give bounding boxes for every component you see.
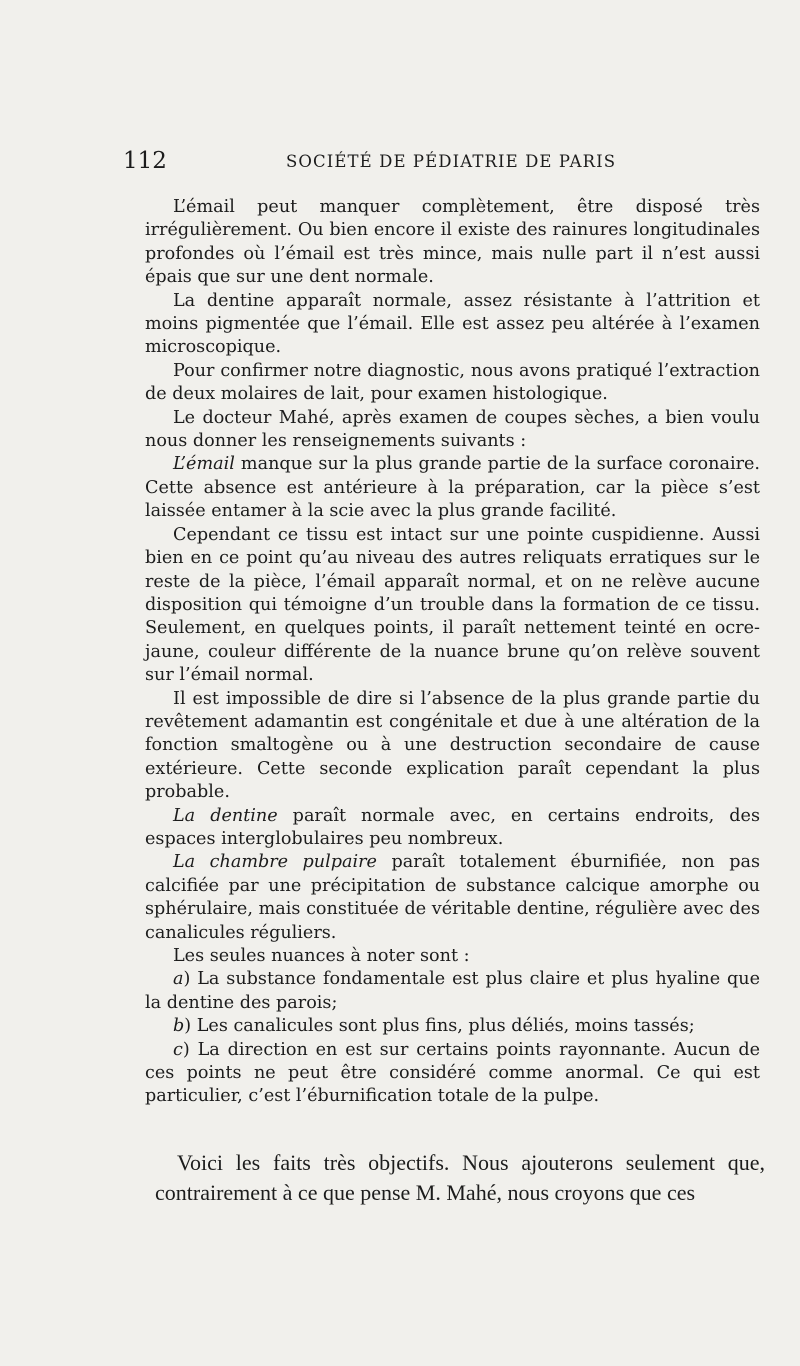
list-item: b) Les canalicules sont plus fins, plus déliés, moins tassés; [173, 1016, 695, 1037]
list-item: c) La direction en est sur certains points rayonnante. Aucun de ces points ne peut être considéré comme anormal. Ce qui est particulier, c’est l’éburnification totale de la pulpe. [145, 1039, 760, 1107]
running-title: SOCIÉTÉ DE PÉDIATRIE DE PARIS [286, 152, 617, 171]
paragraph: Les seules nuances à noter sont : [173, 946, 470, 966]
closing-text [155, 1148, 765, 1208]
paragraph: La dentine paraît normale avec, en certains endroits, des espaces interglobulaires peu nombreux. [145, 805, 761, 849]
page-number: 112 [123, 148, 167, 174]
paragraph: La chambre pulpaire paraît totalement éburnifiée, non pas calcifiée par une précipitation de substance calcique amorphe ou sphérulaire, mais constituée de véritable dentine, régulière avec des canalicules réguliers. [145, 852, 760, 943]
italic-lead: L’émail [173, 454, 235, 475]
list-marker: b [173, 1016, 185, 1037]
paragraph: Cependant ce tissu est intact sur une pointe cuspidienne. Aussi bien en ce point qu’au niveau des autres reliquats erratiques sur le reste de la pièce, l’émail apparaît normal, et on ne relève aucune disposition qui témoigne d’un trouble dans la formation de ce tissu. Seulement, en quelques points, il paraît nettement teinté en ocre-jaune, couleur différente de la nuance brune qu’on relève souvent sur l’émail normal. [145, 524, 760, 686]
paragraph: L’émail peut manquer complètement, être disposé très irrégulièrement. Ou bien encore il existe des rainures longitudinales profondes où l’émail est très mince, mais nulle part il n’est aussi épais que sur une dent normale. [145, 197, 760, 288]
list-item: a) La substance fondamentale est plus claire et plus hyaline que la dentine des parois; [145, 969, 760, 1013]
list-marker: a [173, 969, 184, 990]
paragraph: L’émail manque sur la plus grande partie de la surface coronaire. Cette absence est antérieure à la préparation, car la pièce s’est laissée entamer à la scie avec la plus grande facilité. [145, 454, 760, 522]
italic-lead: La dentine [173, 805, 278, 826]
paragraph: La dentine apparaît normale, assez résistante à l’attrition et moins pigmentée que l’émail. Elle est assez peu altérée à l’examen microscopique. [145, 290, 760, 358]
paragraph: Pour confirmer notre diagnostic, nous avons pratiqué l’extraction de deux molaires de lait, pour examen histologique. [145, 360, 760, 405]
paragraph: Il est impossible de dire si l’absence de la plus grande partie du revêtement adamantin est congénitale et due à une altération de la fonction smaltogène ou à une destruction secondaire de cause extérieure. Cette seconde explication paraît cependant la plus probable. [145, 688, 760, 803]
italic-lead: La chambre pulpaire [173, 852, 377, 873]
page-header [123, 148, 763, 180]
paragraph: Voici les faits très objectifs. Nous ajouterons seulement que, contrairement à ce que pense M. Mahé, nous croyons que ces [155, 1150, 765, 1205]
body-text [145, 196, 760, 1109]
paragraph: Le docteur Mahé, après examen de coupes sèches, a bien voulu nous donner les renseignements suivants : [145, 407, 760, 452]
list-marker: c [173, 1039, 183, 1060]
